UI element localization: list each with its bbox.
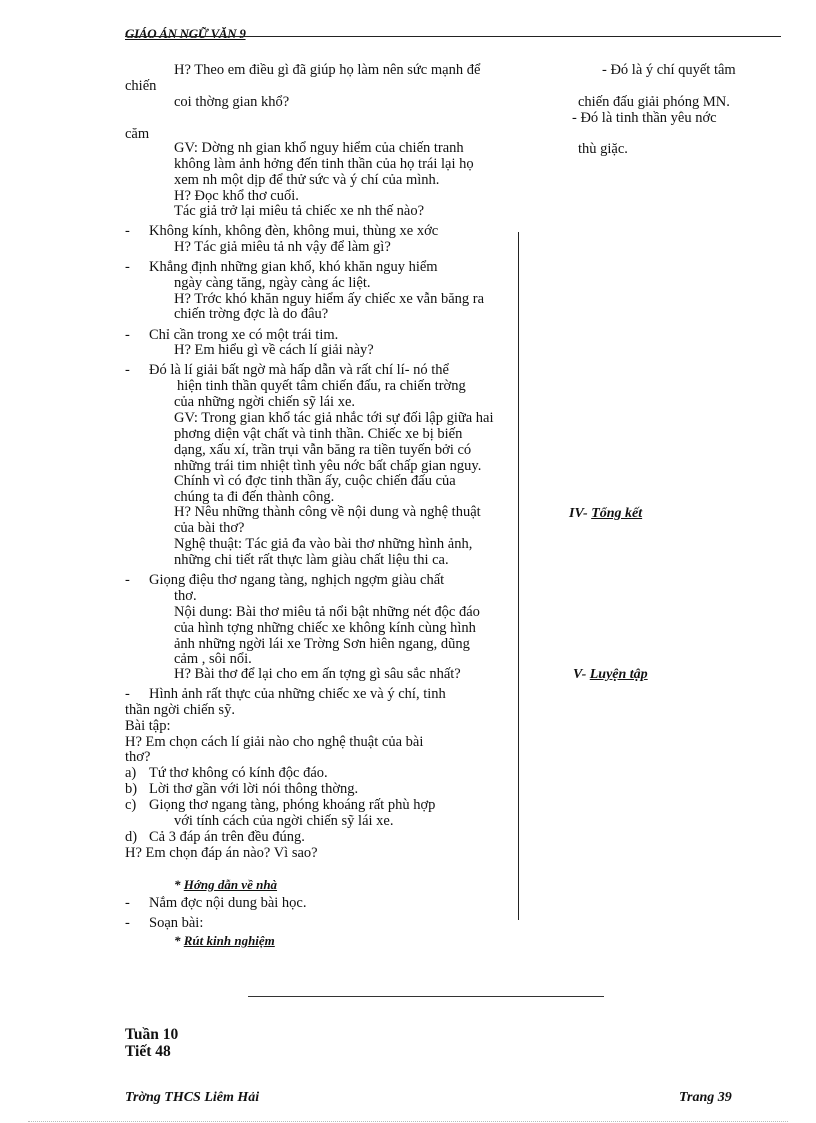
text-line: Nghệ thuật: Tác giả đa vào bài thơ những hình ảnh, [174,536,473,552]
text-line: Nắm đợc nội dung bài học. [149,895,307,911]
text-line: Khẳng định những gian khổ, khó khăn nguy hiểm [149,259,438,275]
text-line: coi thờng gian khổ? [174,94,290,110]
column-divider [518,232,519,920]
text-line: của bài thơ? [174,520,245,536]
section-practice-heading: V- Luyện tập [573,667,648,682]
homework-heading: * Hớng dẫn về nhà [174,877,278,892]
text-line: Nội dung: Bài thơ miêu tả nổi bật những nét độc đáo [174,604,480,620]
text-line: của hình tợng những chiếc xe không kính cùng hình [174,620,476,636]
text-line: thần ngời chiến sỹ. [125,702,235,718]
text-line: không làm ảnh hởng đến tinh thần của họ trái lại họ [174,156,474,172]
option-label: d) [125,829,138,845]
answer-line: thù giặc. [578,141,628,157]
text-line: H? Bài thơ để lại cho em ấn tợng gì sâu sắc nhất? [174,666,461,682]
text-line: thơ. [174,588,197,604]
week-number: Tuần 10 [125,1026,179,1043]
answer-line: - Đó là ý chí quyết tâm [602,62,736,78]
text-line: chiến [125,78,157,94]
text-line: phơng diện vật chất và tinh thần. Chiếc xe bị biến [174,426,463,442]
bullet-dash: - [125,223,130,239]
text-line: H? Em chọn cách lí giải nào cho nghệ thuật của bài [125,734,424,750]
text-line: H? Em chọn đáp án nào? Vì sao? [125,845,318,861]
text-line: hiện tinh thần quyết tâm chiến đấu, ra chiến trờng [177,378,466,394]
option-label: c) [125,797,137,813]
text-line: chúng ta đi đến thành công. [174,489,335,505]
option-label: a) [125,765,137,781]
text-line: Chính vì có đợc tinh thần ấy, cuộc chiến đấu của [174,473,456,489]
text-line: Đó là lí giải bất ngờ mà hấp dẫn và rất chí lí- nó thể [149,362,449,378]
option-text: Tứ thơ không có kính độc đáo. [149,765,328,781]
text-line: của những ngời chiến sỹ lái xe. [174,394,356,410]
text-line: cảm , sôi nổi. [174,651,252,667]
header-rule [125,36,781,37]
option-text: Lời thơ gần với lời nói thông thờng. [149,781,359,797]
text-line: H? Đọc khổ thơ cuối. [174,188,299,204]
text-line: Bài tập: [125,718,171,734]
text-line: H? Nêu những thành công về nội dung và nghệ thuật [174,504,481,520]
text-line: những chi tiết rất thực làm giàu chất liệu thi ca. [174,552,449,568]
section-separator [248,996,604,997]
answer-line: - Đó là tinh thần yêu nớc [572,110,717,126]
text-line: Soạn bài: [149,915,204,931]
bullet-dash: - [125,572,130,588]
text-line: thơ? [125,749,151,765]
bottom-dotted-border [28,1121,788,1122]
bullet-dash: - [125,686,130,702]
bullet-dash: - [125,327,130,343]
footer-school: Trờng THCS Liêm Hải [125,1090,260,1105]
bullet-dash: - [125,915,130,931]
experience-heading: * Rút kinh nghiệm [174,933,275,948]
text-line: H? Trớc khó khăn nguy hiểm ấy chiếc xe vẫn băng ra [174,291,485,307]
bullet-dash: - [125,895,130,911]
text-line: H? Tác giả miêu tả nh vậy để làm gì? [174,239,391,255]
text-line: Hình ảnh rất thực của những chiếc xe và ý chí, tinh [149,686,446,702]
text-line: những trái tim nhiệt tình yêu nớc bất chấp gian nguy. [174,458,482,474]
footer-page-number: Trang 39 [679,1090,732,1105]
text-line: Tác giả trở lại miêu tả chiếc xe nh thế nào? [174,203,425,219]
text-line: ảnh những ngời lái xe Trờng Sơn hiên ngang, dũng [174,636,470,652]
section-summary-heading: IV- Tổng kết [569,506,643,521]
text-line: chiến trờng đợc là do đâu? [174,306,329,322]
text-line: GV: Dờng nh gian khổ nguy hiểm của chiến tranh [174,140,464,156]
option-text: Giọng thơ ngang tàng, phóng khoáng rất phù hợp [149,797,436,813]
text-line: căm [125,126,150,142]
answer-line: chiến đấu giải phóng MN. [578,94,730,110]
text-line: dạng, xấu xí, trần trụi vẫn băng ra tiền tuyến bởi có [174,442,472,458]
page-header-title: GIÁO ÁN NGỮ VĂN 9 [125,26,246,41]
text-line: xem nh một dịp để thử sức và ý chí của mình. [174,172,440,188]
text-line: ngày càng tăng, ngày càng ác liệt. [174,275,371,291]
option-text: với tính cách của ngời chiến sỹ lái xe. [174,813,394,829]
text-line: Giọng điệu thơ ngang tàng, nghịch ngợm giàu chất [149,572,445,588]
text-line: GV: Trong gian khổ tác giả nhắc tới sự đối lập giữa hai [174,410,494,426]
text-line: Chỉ cần trong xe có một trái tim. [149,327,339,343]
text-line: H? Theo em điều gì đã giúp họ làm nên sức mạnh để [174,62,481,78]
bullet-dash: - [125,259,130,275]
text-line: H? Em hiểu gì về cách lí giải này? [174,342,374,358]
option-label: b) [125,781,138,797]
lesson-number: Tiết 48 [125,1043,171,1060]
bullet-dash: - [125,362,130,378]
text-line: Không kính, không đèn, không mui, thùng xe xớc [149,223,439,239]
option-text: Cả 3 đáp án trên đều đúng. [149,829,305,845]
